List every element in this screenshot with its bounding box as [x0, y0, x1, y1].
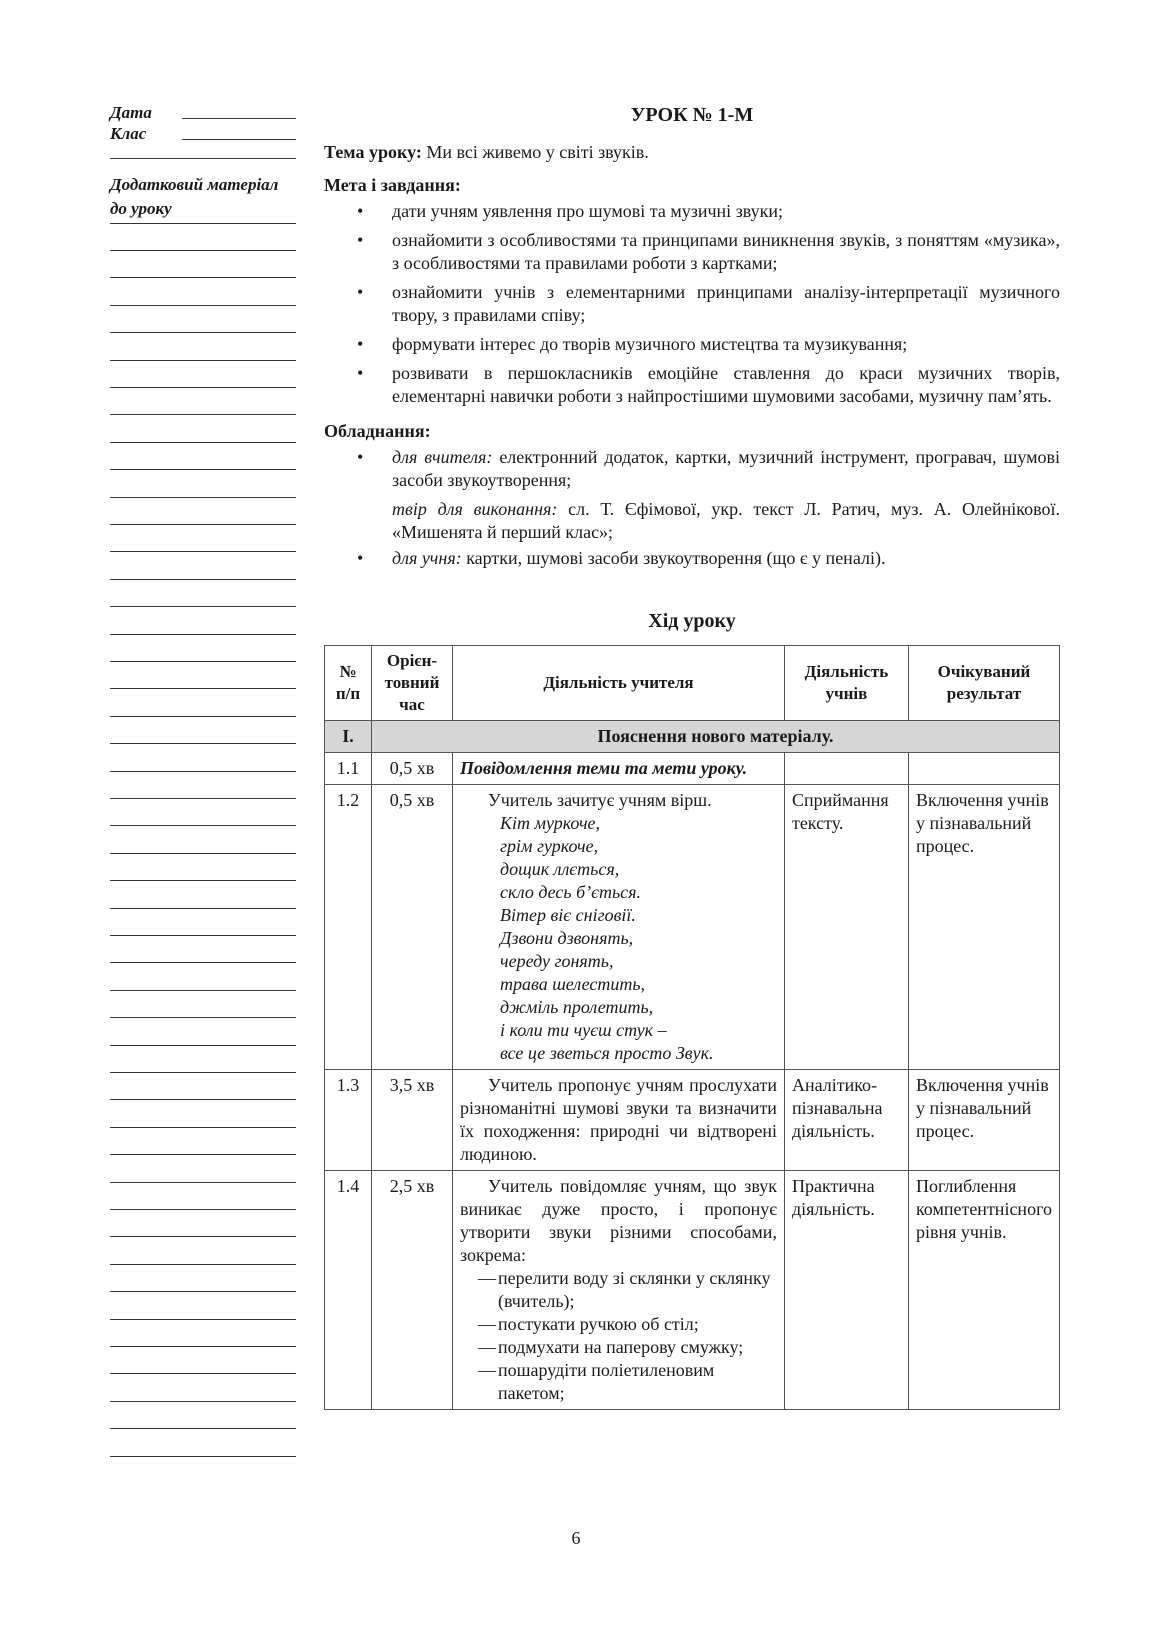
class-label: Клас: [110, 124, 147, 143]
equipment-list-student: [324, 547, 1060, 570]
section-number: I.: [325, 721, 372, 753]
table-row: [325, 753, 1060, 785]
row-teacher: Повідомлення теми та мети уроку.: [453, 753, 785, 785]
goals-label: Мета і завдання:: [324, 175, 461, 195]
note-line: [110, 908, 296, 909]
header-students: Діяльність учнів: [784, 646, 908, 721]
equipment-piece: твір для виконання: сл. Т. Єфімової, укр. текст Л. Ратич, муз. А. Олейнікової. «Мишенята й перший клас»;: [392, 499, 1060, 542]
section-row: [325, 721, 1060, 753]
note-line: [110, 743, 296, 744]
row-result: Включення учнів у пізнавальний процес.: [908, 1070, 1059, 1171]
row-time: 0,5 хв: [372, 785, 453, 1070]
note-line: [110, 579, 296, 580]
teacher-text: Учитель зачитує учням вірш.: [488, 790, 712, 810]
note-line: [110, 497, 296, 498]
note-line: [110, 962, 296, 963]
note-line: [110, 771, 296, 772]
note-line: [110, 414, 296, 415]
note-line: [110, 360, 296, 361]
list-item: — пошарудіти поліетиленовим пакетом;: [478, 1360, 715, 1403]
row-number: 1.1: [325, 753, 372, 785]
note-line: [110, 1319, 296, 1320]
goal-item: • формувати інтерес до творів музичного мистецтва та музикування;: [357, 334, 908, 354]
row-students: Аналітико-пізнавальна діяльність.: [784, 1070, 908, 1171]
note-line: [110, 1017, 296, 1018]
row-result: Включення учнів у пізнавальний процес.: [908, 785, 1059, 1070]
row-time: 2,5 хв: [372, 1171, 453, 1410]
goal-item: • ознайомити учнів з елементарними принципами аналізу-інтерпретації музичного твору, з правилами співу;: [357, 282, 1060, 325]
class-blank: [182, 139, 296, 140]
lesson-progress-table: [324, 645, 1060, 1410]
note-line: [110, 250, 296, 251]
equipment-list: [324, 446, 1060, 492]
note-line: [110, 1099, 296, 1100]
activity-list: [460, 1267, 777, 1405]
note-line: [110, 332, 296, 333]
note-line: [110, 935, 296, 936]
row-students: Практична діяльність.: [784, 1171, 908, 1410]
row-time: 0,5 хв: [372, 753, 453, 785]
topic-label: Тема уроку:: [324, 142, 422, 162]
note-line: [110, 1154, 296, 1155]
blank-line: [110, 158, 296, 159]
note-line: [110, 1182, 296, 1183]
progress-title: Хід уроку: [648, 610, 736, 632]
note-line: [110, 1072, 296, 1073]
note-line: [110, 798, 296, 799]
row-number: 1.4: [325, 1171, 372, 1410]
note-line: [110, 1373, 296, 1374]
header-teacher: Діяльність учителя: [453, 646, 785, 721]
note-line: [110, 1209, 296, 1210]
header-time: Орієн-товний час: [372, 646, 453, 721]
note-line: [110, 716, 296, 717]
row-number: 1.2: [325, 785, 372, 1070]
note-line: [110, 1127, 296, 1128]
row-time: 3,5 хв: [372, 1070, 453, 1171]
note-line: [110, 1456, 296, 1457]
table-row: [325, 1070, 1060, 1171]
note-line: [110, 1045, 296, 1046]
row-result: [908, 753, 1059, 785]
row-teacher: Учитель пропонує учням прослухати різноманітні шумові звуки та визначити їх походження: природні чи відтворені людиною.: [453, 1070, 785, 1171]
goals-list: [324, 200, 1060, 408]
table-row: [325, 785, 1060, 1070]
poem: Кіт муркоче, грім гуркоче, дощик ллється, скло десь б’ється. Вітер віє сніговії. Дзвони дзвонять, череду гонять, трава шелестить, джміль пролетить, і коли ти чуєш стук – все це зветься просто Звук.: [500, 813, 714, 1063]
sidebar: [110, 102, 296, 224]
goal-item: • ознайомити з особливостями та принципами виникнення звуків, з поняттям «музика», з особливостями та правилами роботи з картками;: [357, 230, 1060, 273]
row-teacher: Учитель повідомляє учням, що звук виникає дуже просто, і пропонує утворити звуки різними способами, зокрема: — перелити воду зі склянки у склянку (вчитель); — постукати ручкою об стіл; — подмухати на паперову смужку; — пошарудіти поліетиленовим пакетом;: [453, 1171, 785, 1410]
lesson-content: [324, 104, 1060, 1410]
note-line: [110, 1401, 296, 1402]
equipment-teacher: • для вчителя: електронний додаток, картки, музичний інструмент, програвач, шумові засоби звукоутворення;: [357, 447, 1060, 490]
lesson-title: УРОК № 1-М: [630, 104, 754, 126]
note-line: [110, 825, 296, 826]
goal-item: • розвивати в першокласників емоційне ставлення до краси музичних творів, елементарні навички роботи з найпростішими шумовими засобами, музичну пам’ять.: [357, 363, 1060, 406]
lesson-topic: [324, 141, 1060, 164]
row-teacher: [453, 785, 785, 1070]
row-result: Поглиблення компетентнісного рівня учнів.: [908, 1171, 1059, 1410]
note-line: [110, 469, 296, 470]
topic-text: Ми всі живемо у світі звуків.: [426, 142, 649, 162]
table-row: [325, 1171, 1060, 1410]
section-title: Пояснення нового матеріалу.: [372, 721, 1060, 753]
note-line: [110, 277, 296, 278]
note-line: [110, 442, 296, 443]
note-line: [110, 990, 296, 991]
blank-line: [110, 223, 296, 224]
class-field: [110, 123, 296, 144]
list-item: — постукати ручкою об стіл;: [478, 1314, 699, 1334]
goal-item: • дати учням уявлення про шумові та музичні звуки;: [357, 201, 784, 221]
additional-material-label: Додатковий матеріал до уроку: [110, 175, 279, 218]
date-label: Дата: [110, 103, 152, 122]
date-blank: [182, 118, 296, 119]
row-students: [784, 753, 908, 785]
page-number: 6: [571, 1528, 581, 1548]
header-result: Очікуваний результат: [908, 646, 1059, 721]
note-line: [110, 1346, 296, 1347]
note-line: [110, 524, 296, 525]
row-number: 1.3: [325, 1070, 372, 1171]
table-header-row: [325, 646, 1060, 721]
list-item: — перелити воду зі склянки у склянку (вчитель);: [478, 1268, 771, 1311]
note-line: [110, 1236, 296, 1237]
note-line: [110, 387, 296, 388]
equipment-student: • для учня: картки, шумові засоби звукоутворення (що є у пеналі).: [357, 548, 886, 568]
note-line: [110, 634, 296, 635]
date-field: [110, 102, 296, 123]
note-line: [110, 1428, 296, 1429]
note-line: [110, 1291, 296, 1292]
note-line: [110, 688, 296, 689]
note-line: [110, 880, 296, 881]
header-number: № п/п: [325, 646, 372, 721]
note-line: [110, 551, 296, 552]
row-students: Сприймання тексту.: [784, 785, 908, 1070]
note-line: [110, 305, 296, 306]
list-item: — подмухати на паперову смужку;: [478, 1337, 744, 1357]
note-line: [110, 1264, 296, 1265]
equipment-label: Обладнання:: [324, 421, 431, 441]
note-line: [110, 606, 296, 607]
note-line: [110, 661, 296, 662]
note-line: [110, 853, 296, 854]
